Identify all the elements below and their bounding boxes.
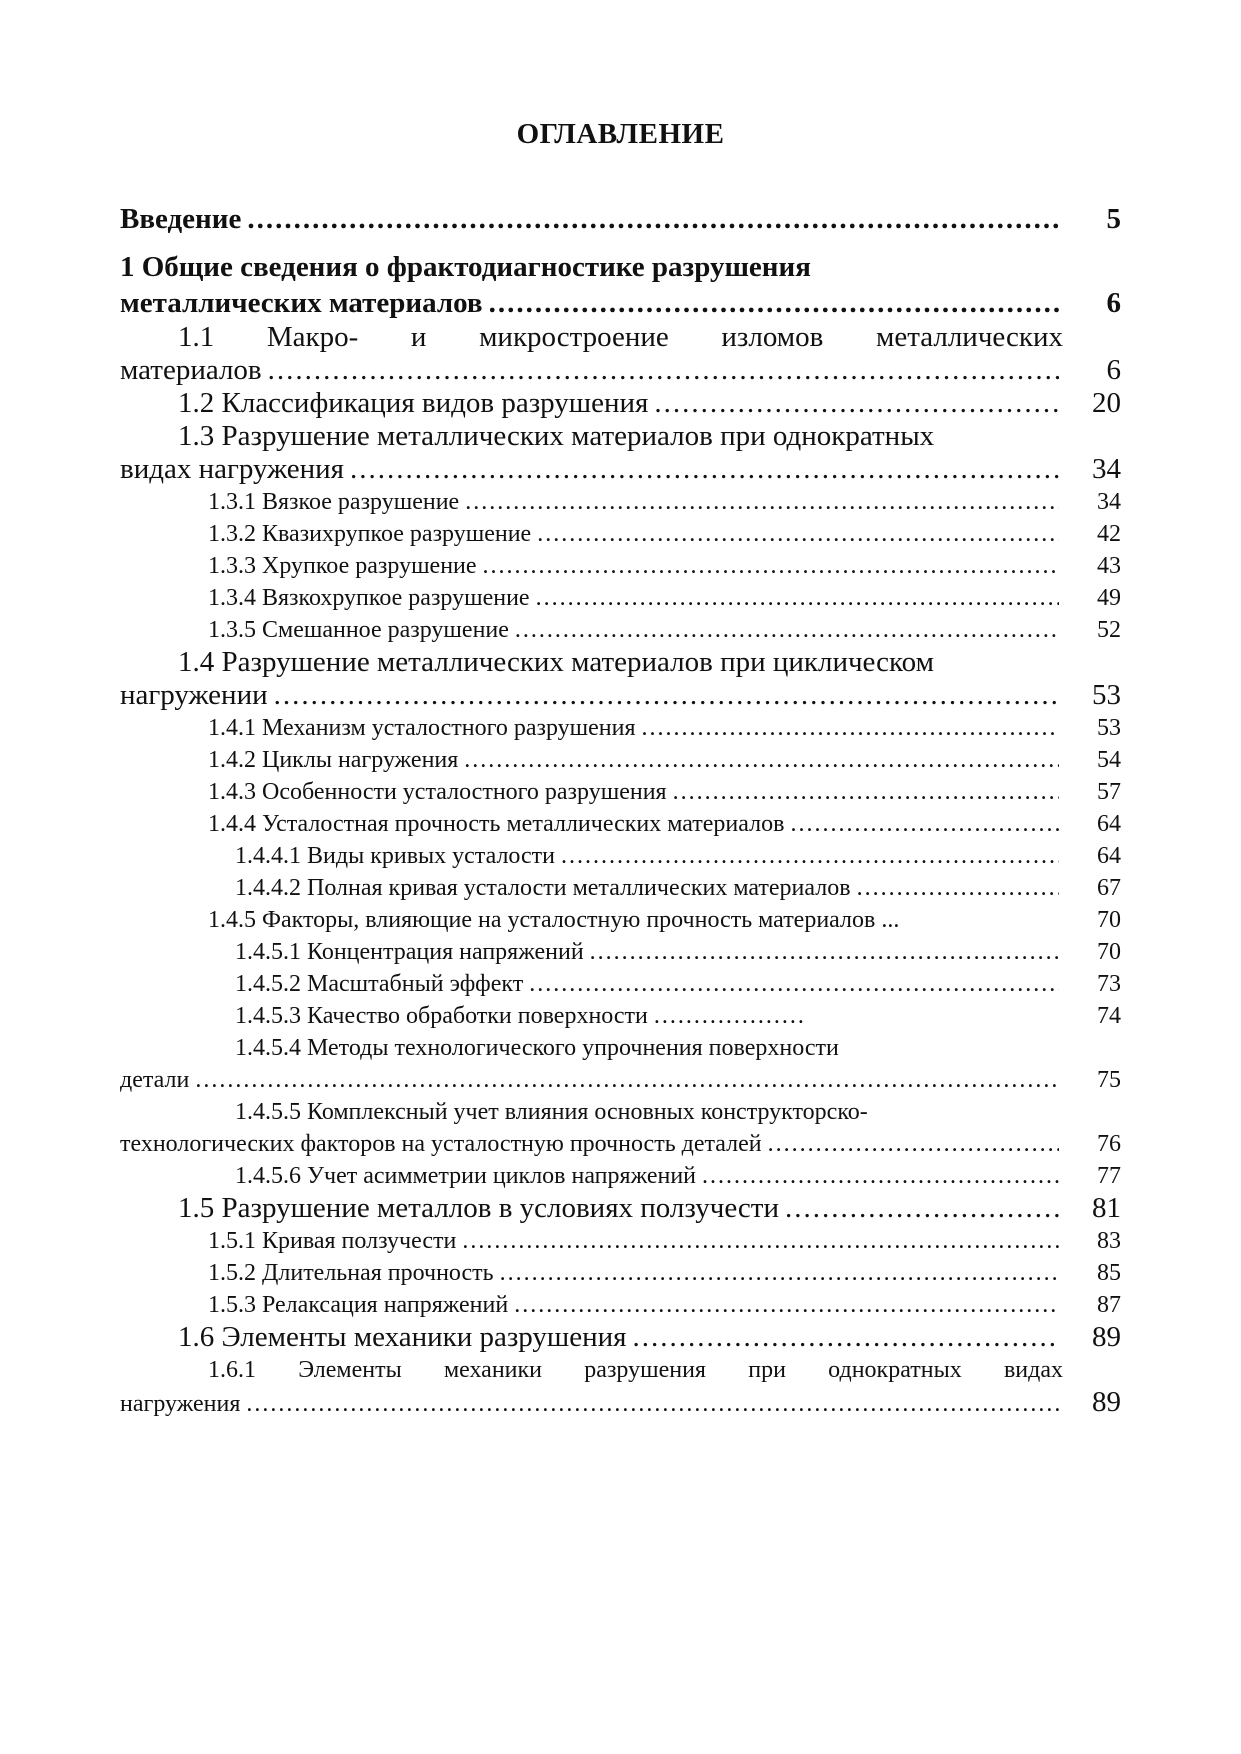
toc-entry-text: 1.5.3 Релаксация напряжений	[208, 1292, 509, 1318]
toc-entry-last-line	[120, 285, 1121, 321]
toc-entry-text: 1.4.4.1 Виды кривых усталости	[235, 843, 556, 869]
dot-leader	[590, 936, 1059, 968]
toc-entry-text: 1.3.5 Смешанное разрушение	[208, 617, 509, 643]
toc-entry-text: Введение	[120, 203, 242, 235]
dot-leader	[350, 453, 1059, 486]
toc-entry-text-line1: 1.1 Макро- и микростроение изломов металлических	[178, 321, 1063, 353]
toc-page-number: 70	[1097, 939, 1121, 965]
toc-page-number: 85	[1097, 1260, 1121, 1286]
dot-leader	[465, 486, 1059, 518]
toc-page-number: 5	[1106, 203, 1121, 235]
dot-leader	[768, 1128, 1059, 1160]
dot-leader	[790, 808, 1059, 840]
dot-leader	[514, 1289, 1059, 1321]
toc-entry-1-4-5	[120, 904, 1121, 936]
toc-entry-text: 1.6 Элементы механики разрушения	[178, 1321, 627, 1353]
toc-entry-text-line2: технологических факторов на усталостную прочность деталей	[120, 1131, 762, 1157]
dot-leader	[529, 968, 1059, 1000]
toc-page-number: 67	[1097, 875, 1121, 901]
toc-page-number: 89	[1092, 1386, 1121, 1418]
toc-page-number: 6	[1106, 354, 1121, 386]
toc-entry-text: 1.3.4 Вязкохрупкое разрушение	[208, 585, 530, 611]
toc-entry-last-line	[120, 1386, 1121, 1420]
toc-entry-text-line2: нагружения	[120, 1391, 241, 1417]
dot-leader	[633, 1321, 1059, 1354]
toc-entry-text: 1.4.5.2 Масштабный эффект	[235, 971, 524, 997]
toc-entry-last-line	[120, 679, 1121, 712]
toc-entry-text: 1.4.3 Особенности усталостного разрушения	[208, 779, 667, 805]
toc-entry-1-4-2	[120, 744, 1121, 776]
toc-page-number: 87	[1097, 1292, 1121, 1318]
toc-page-number: 74	[1097, 1003, 1121, 1029]
toc-entry-text-line2: видах нагружения	[120, 453, 345, 485]
dot-leader	[489, 285, 1059, 321]
toc-page-number: 20	[1092, 387, 1121, 419]
toc-page-number: 83	[1097, 1228, 1121, 1254]
dot-leader	[500, 1257, 1059, 1289]
toc-entry-intro	[120, 201, 1121, 237]
toc-page-number: 43	[1097, 553, 1121, 579]
toc-entry-1-5-1	[120, 1225, 1121, 1257]
toc-entry-text: 1.5.1 Кривая ползучести	[208, 1228, 457, 1254]
toc-entry-text-line1: 1.3 Разрушение металлических материалов при однократных	[178, 420, 935, 452]
toc-page-number: 52	[1097, 617, 1121, 643]
toc-page-number: 6	[1106, 287, 1121, 319]
toc-entry-text-line1: 1.4 Разрушение металлических материалов при циклическом	[178, 646, 934, 678]
table-of-contents	[120, 201, 1121, 1420]
toc-entry-chapter-1	[120, 249, 1121, 321]
toc-entry-text-line2: нагружении	[120, 679, 268, 711]
toc-entry-text: 1.3.1 Вязкое разрушение	[208, 489, 460, 515]
toc-page-number: 76	[1097, 1131, 1121, 1157]
toc-entry-text: 1.4.1 Механизм усталостного разрушения	[208, 715, 636, 741]
toc-page-number: 53	[1092, 679, 1121, 711]
toc-entry-text-line1: 1.4.5.5 Комплексный учет влияния основных конструкторско-	[235, 1099, 868, 1125]
toc-entry-text: 1.5 Разрушение металлов в условиях ползучести	[178, 1192, 779, 1224]
dot-leader	[515, 614, 1059, 646]
toc-entry-text-line2: материалов	[120, 354, 262, 386]
toc-page-number: 89	[1092, 1321, 1121, 1353]
dot-leader	[268, 354, 1059, 387]
toc-entry-1-4-5-2	[120, 968, 1121, 1000]
dot-leader	[483, 550, 1059, 582]
toc-entry-text: 1.4.5.1 Концентрация напряжений	[235, 939, 584, 965]
toc-entry-last-line	[120, 354, 1121, 387]
toc-entry-text-line2: металлических материалов	[120, 287, 483, 319]
dot-leader	[642, 712, 1060, 744]
toc-entry-1-4-1	[120, 712, 1121, 744]
toc-page-number: 73	[1097, 971, 1121, 997]
toc-entry-1-5-3	[120, 1289, 1121, 1321]
toc-entry-1-6-1	[120, 1354, 1121, 1420]
toc-entry-last-line	[120, 1064, 1121, 1096]
toc-page-number: 49	[1097, 585, 1121, 611]
toc-entry-text: 1.4.4.2 Полная кривая усталости металлических материалов	[235, 875, 851, 901]
toc-page-number: 77	[1097, 1163, 1121, 1189]
toc-entry-1-4-4-2	[120, 872, 1121, 904]
toc-entry-1-5-2	[120, 1257, 1121, 1289]
toc-entry-1-3-2	[120, 518, 1121, 550]
toc-entry-1-2	[120, 387, 1121, 420]
toc-entry-text: 1.4.5.3 Качество обработки поверхности	[235, 1003, 648, 1029]
toc-entry-1-4-5-1	[120, 936, 1121, 968]
toc-entry-1-3-5	[120, 614, 1121, 646]
dot-leader	[654, 387, 1059, 420]
toc-entry-1-5	[120, 1192, 1121, 1225]
dot-leader	[537, 518, 1059, 550]
toc-page-number: 57	[1097, 779, 1121, 805]
toc-entry-text-line1: 1 Общие сведения о фрактодиагностике разрушения	[120, 251, 811, 283]
dot-leader	[857, 872, 1059, 904]
dot-leader	[247, 201, 1059, 237]
toc-page-number: 64	[1097, 843, 1121, 869]
toc-entry-text: 1.2 Классификация видов разрушения	[178, 387, 649, 419]
toc-entry-1-3-3	[120, 550, 1121, 582]
toc-entry-1-6	[120, 1321, 1121, 1354]
toc-entry-1-4	[120, 646, 1121, 712]
dot-leader	[654, 1000, 804, 1032]
toc-entry-text: 1.4.4 Усталостная прочность металлических материалов	[208, 811, 785, 837]
toc-entry-text: 1.5.2 Длительная прочность	[208, 1260, 494, 1286]
dot-leader	[246, 1388, 1059, 1420]
toc-entry-text-line2: детали	[120, 1067, 190, 1093]
toc-entry-text: 1.4.5 Факторы, влияющие на усталостную прочность материалов ...	[208, 907, 900, 933]
toc-entry-text: 1.3.3 Хрупкое разрушение	[208, 553, 477, 579]
toc-entry-1-4-5-6	[120, 1160, 1121, 1192]
toc-page-number: 64	[1097, 811, 1121, 837]
toc-entry-text: 1.4.5.6 Учет асимметрии циклов напряжений	[235, 1163, 697, 1189]
dot-leader	[195, 1064, 1059, 1096]
toc-page-number: 34	[1092, 453, 1121, 485]
toc-entry-1-1	[120, 321, 1121, 387]
toc-page-number: 54	[1097, 747, 1121, 773]
toc-entry-last-line	[120, 1128, 1121, 1160]
dot-leader	[673, 776, 1059, 808]
toc-entry-1-4-5-5	[120, 1096, 1121, 1160]
toc-page-number: 34	[1097, 489, 1121, 515]
dot-leader	[274, 679, 1059, 712]
toc-entry-text-line1: 1.6.1 Элементы механики разрушения при однократных видах	[208, 1357, 1063, 1383]
toc-page-number: 70	[1097, 907, 1121, 933]
toc-page-number: 75	[1097, 1067, 1121, 1093]
toc-entry-1-3-4	[120, 582, 1121, 614]
toc-entry-1-4-3	[120, 776, 1121, 808]
page-title: ОГЛАВЛЕНИЕ	[516, 118, 725, 150]
toc-entry-text: 1.3.2 Квазихрупкое разрушение	[208, 521, 532, 547]
toc-entry-1-3-1	[120, 486, 1121, 518]
toc-page-number: 53	[1097, 715, 1121, 741]
dot-leader	[462, 1225, 1059, 1257]
dot-leader	[464, 744, 1059, 776]
toc-entry-1-4-5-3	[120, 1000, 1121, 1032]
dot-leader	[561, 840, 1059, 872]
toc-entry-last-line	[120, 453, 1121, 486]
toc-entry-text-line1: 1.4.5.4 Методы технологического упрочнения поверхности	[235, 1035, 839, 1061]
dot-leader	[785, 1192, 1059, 1225]
toc-entry-1-4-4-1	[120, 840, 1121, 872]
toc-entry-text: 1.4.2 Циклы нагружения	[208, 747, 459, 773]
toc-entry-1-4-5-4	[120, 1032, 1121, 1096]
dot-leader	[536, 582, 1059, 614]
toc-page-number: 42	[1097, 521, 1121, 547]
toc-entry-1-4-4	[120, 808, 1121, 840]
toc-page-number: 81	[1092, 1192, 1121, 1224]
dot-leader	[702, 1160, 1059, 1192]
toc-entry-1-3	[120, 420, 1121, 486]
